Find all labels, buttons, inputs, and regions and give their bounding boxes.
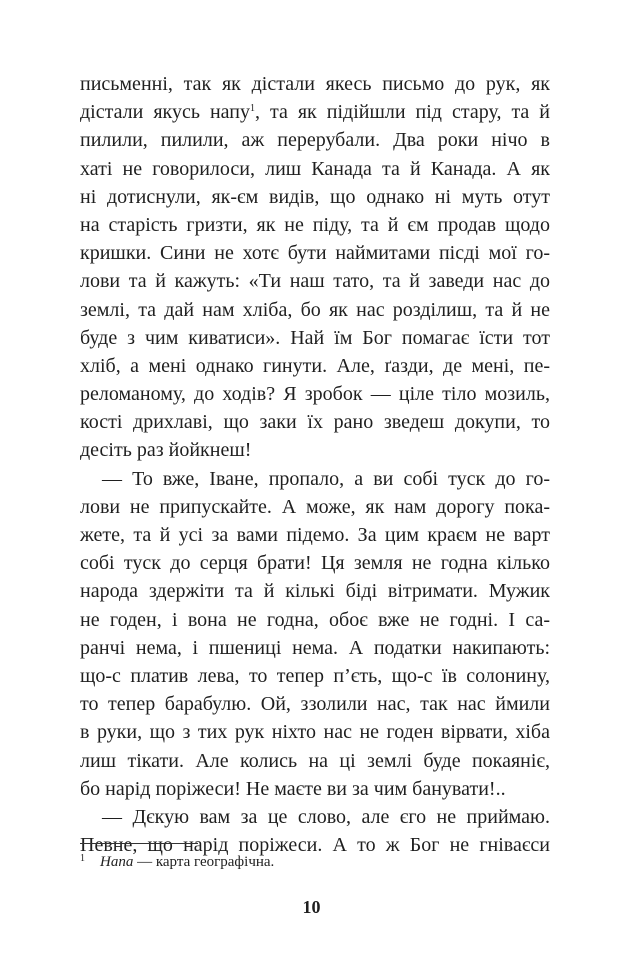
text-line: кришки. Сини не хотє бути наймитами пісді мої го- (80, 242, 550, 265)
text-line (80, 98, 550, 126)
footnote-marker: 1 (249, 103, 255, 115)
text-line: ні дотиснули, як-єм видів, що однако ні муть отут (80, 185, 550, 208)
footnote-term: Напа (100, 854, 134, 870)
text-line: реломаному, до ходів? Я зробок — ціле тіло мозиль, (80, 383, 550, 406)
text-line: то тепер барабулю. Ой, ззолили нас, так нас ймили (80, 693, 550, 716)
text-line: хаті не говорилоси, лиш Канада та й Канада. А як (80, 157, 550, 180)
text-line: — То вже, Іване, пропало, а ви собі туск до го- (102, 467, 550, 490)
text-line: хліб, а мені однако гинути. Але, ґазди, де мені, пе- (80, 354, 550, 377)
text-line: Певне, що нарід поріжеси. А то ж Бог не гніваєси (80, 834, 550, 857)
text-line: кості дрихлаві, що заки їх рано зведеш докупи, то (80, 411, 550, 434)
text-line: бо нарід поріжеси! Не маєте ви за чим банувати!.. (80, 777, 506, 800)
text-line: не годен, і вона не годна, обоє вже не годні. І са- (80, 608, 550, 631)
footnote-divider (80, 843, 198, 844)
text-line: що-с платив лева, то тепер п’єть, що-с їв солонину, (80, 664, 550, 687)
text-line: в руки, що з тих рук ніхто нас не годен вірвати, хіба (80, 721, 550, 744)
text-fragment: дістали якусь напу (80, 101, 250, 124)
page-number: 10 (302, 897, 321, 917)
text-line: народа здержіти та й кількі біді вітримати. Мужик (80, 580, 550, 603)
text-line: — Дєкую вам за це слово, але єго не приймаю. (102, 805, 550, 828)
text-line: на старість гризти, як не піду, та й єм продав щодо (80, 213, 550, 236)
text-line: письменні, так як дістали якесь письмо до рук, як (80, 73, 550, 95)
text-line: землі, та дай нам хліба, бо як нас розділиш, та й не (80, 298, 550, 321)
text-line: лиш тікати. Але колись на ці землі буде покаяніє, (80, 749, 550, 772)
text-line: лови не припускайте. А може, як нам дорогу пока- (80, 495, 550, 518)
text-line: десіть раз йойкнеш! (80, 439, 252, 462)
footnote: 1 Напа — карта географічна. (80, 853, 275, 870)
body-text (80, 70, 550, 859)
text-line: жете, та й усі за вами підемо. За цим краєм не варт (80, 524, 550, 546)
text-line: буде з чим киватиси». Най їм Бог помагає їсти тот (80, 326, 550, 349)
footnote-definition: — карта географічна. (133, 854, 275, 870)
text-line: пилили, пилили, аж перерубали. Два роки нічо в (80, 129, 550, 152)
text-fragment: , та як підійшли під стару, та й (254, 101, 551, 124)
text-line: ранчі нема, і пшениці нема. А податки накипають: (80, 636, 550, 659)
text-line: лови та й кажуть: «Ти наш тато, та й заведи нас до (80, 270, 550, 293)
text-line: собі туск до серця брати! Ця земля не годна кілько (80, 552, 550, 575)
